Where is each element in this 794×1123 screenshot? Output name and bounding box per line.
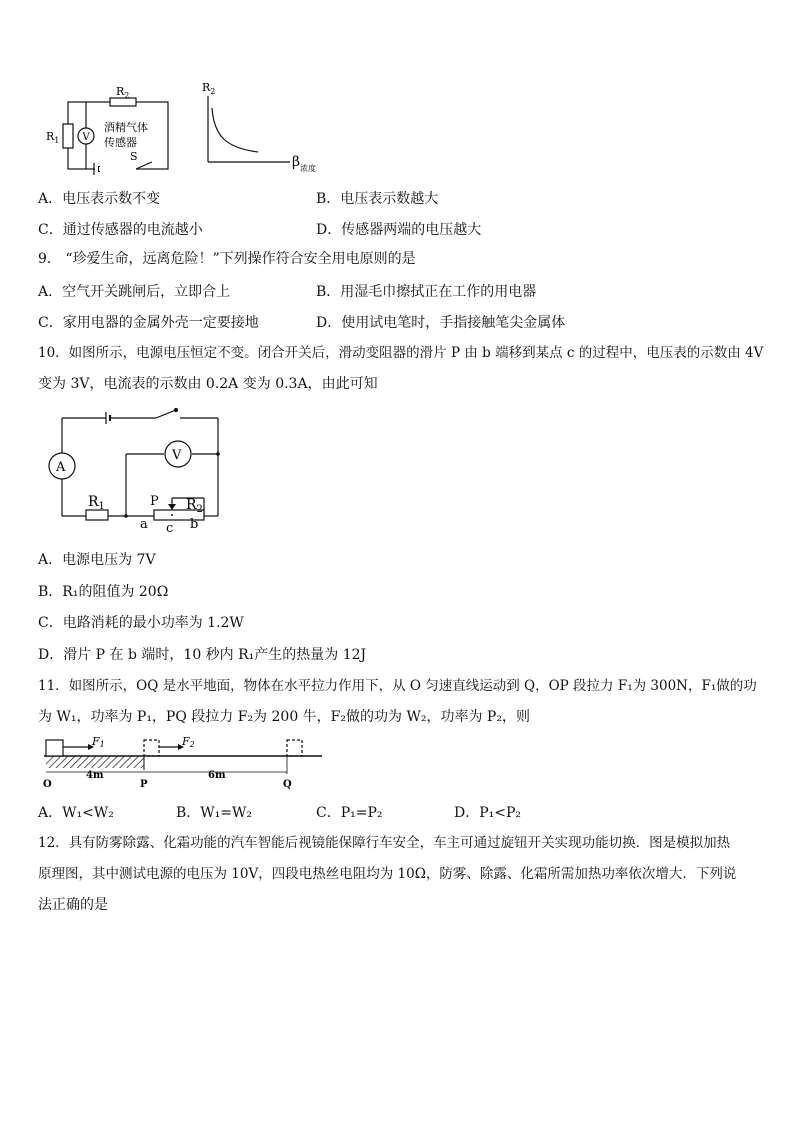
- q11-option-d: D．P₁<P₂: [454, 805, 522, 821]
- q11-f1-label: F1: [92, 735, 105, 749]
- q10-option-d: D．滑片 P 在 b 端时，10 秒内 R₁产生的热量为 12J: [38, 647, 367, 663]
- q10-r1-label: $R_1$: [88, 494, 105, 512]
- q12-stem-line-2: 原理图，其中测试电源的电压为 10V，四段电热丝电阻均为 10Ω，防雾、除露、化霜所需加热功率依次增大．下列说: [38, 866, 737, 882]
- q8-sensor-label-1: 酒精气体: [104, 121, 148, 134]
- q11-d1-label: 4m: [86, 770, 104, 781]
- q11-option-c: C．P₁=P₂: [316, 805, 383, 821]
- q10-b-label: b: [190, 517, 199, 532]
- q8-r1-label: $R_1$: [46, 130, 60, 145]
- q11-option-b: B．W₁=W₂: [176, 805, 253, 821]
- q9-option-d: D．使用试电笔时，手指接触笔尖金属体: [316, 315, 566, 331]
- q8-voltmeter-label: V: [82, 132, 90, 143]
- q9-stem: 9． “珍爱生命，远离危险！”下列操作符合安全用电原则的是: [38, 251, 416, 267]
- q11-motion-diagram: [40, 734, 322, 792]
- q11-stem-line-2: 为 W₁，功率为 P₁，PQ 段拉力 F₂为 200 牛，F₂做的功为 W₂，功率为 P₂，则: [38, 709, 530, 725]
- q10-p-label: P: [150, 494, 159, 509]
- q8-graph-x-label: β: [292, 154, 301, 170]
- q8-graph-x-sublabel: 浓度: [300, 164, 316, 173]
- q10-r2-label: $R_2$: [186, 497, 203, 515]
- q9-option-a: A．空气开关跳闸后，立即合上: [38, 284, 231, 300]
- q8-option-a: A．电压表示数不变: [38, 191, 161, 207]
- q10-circuit-diagram: [44, 406, 224, 534]
- q10-option-b: B．R₁的阻值为 20Ω: [38, 584, 169, 600]
- q11-p-label: P: [140, 779, 148, 790]
- q10-stem-line-1: 10．如图所示，电源电压恒定不变。闭合开关后，滑动变阻器的滑片 P 由 b 端移到某点 c 的过程中，电压表的示数由 4V: [38, 345, 764, 361]
- q8-circuit-diagram: [44, 84, 174, 176]
- q8-option-c: C．通过传感器的电流越小: [38, 222, 203, 238]
- q8-option-d: D．传感器两端的电压越大: [316, 222, 482, 238]
- q8-option-b: B．电压表示数越大: [316, 191, 439, 207]
- q8-r2-label: $R_2$: [116, 85, 130, 100]
- q9-option-b: B．用湿毛巾擦拭正在工作的用电器: [316, 284, 537, 300]
- q11-option-a: A．W₁<W₂: [38, 805, 114, 821]
- q10-ammeter-label: A: [56, 460, 66, 475]
- q11-f2-label: F2: [182, 735, 195, 749]
- q9-option-c: C．家用电器的金属外壳一定要接地: [38, 315, 259, 331]
- q8-r2-concentration-graph: [196, 78, 326, 176]
- q8-sensor-label-2: 传感器: [104, 136, 137, 149]
- q11-stem-line-1: 11．如图所示，OQ 是水平地面，物体在水平拉力作用下，从 O 匀速直线运动到 Q，OP 段拉力 F₁为 300N，F₁做的功: [38, 678, 757, 694]
- q8-switch-label: S: [130, 150, 138, 163]
- q11-d2-label: 6m: [208, 770, 226, 781]
- q10-c-label: c: [166, 521, 174, 534]
- q10-voltmeter-label: V: [172, 448, 182, 463]
- q10-stem-line-2: 变为 3V，电流表的示数由 0.2A 变为 0.3A，由此可知: [38, 376, 378, 392]
- q12-stem-line-1: 12．具有防雾除露、化霜功能的汽车智能后视镜能保障行车安全，车主可通过旋钮开关实现功能切换．图是模拟加热: [38, 835, 731, 851]
- q11-q-label: Q: [283, 779, 292, 790]
- q10-option-a: A．电源电压为 7V: [38, 552, 156, 568]
- q10-a-label: a: [140, 517, 148, 532]
- q10-option-c: C．电路消耗的最小功率为 1.2W: [38, 615, 244, 631]
- q11-o-label: O: [43, 779, 52, 790]
- q12-stem-line-3: 法正确的是: [38, 897, 108, 913]
- q8-graph-y-label: $R_2$: [202, 81, 216, 96]
